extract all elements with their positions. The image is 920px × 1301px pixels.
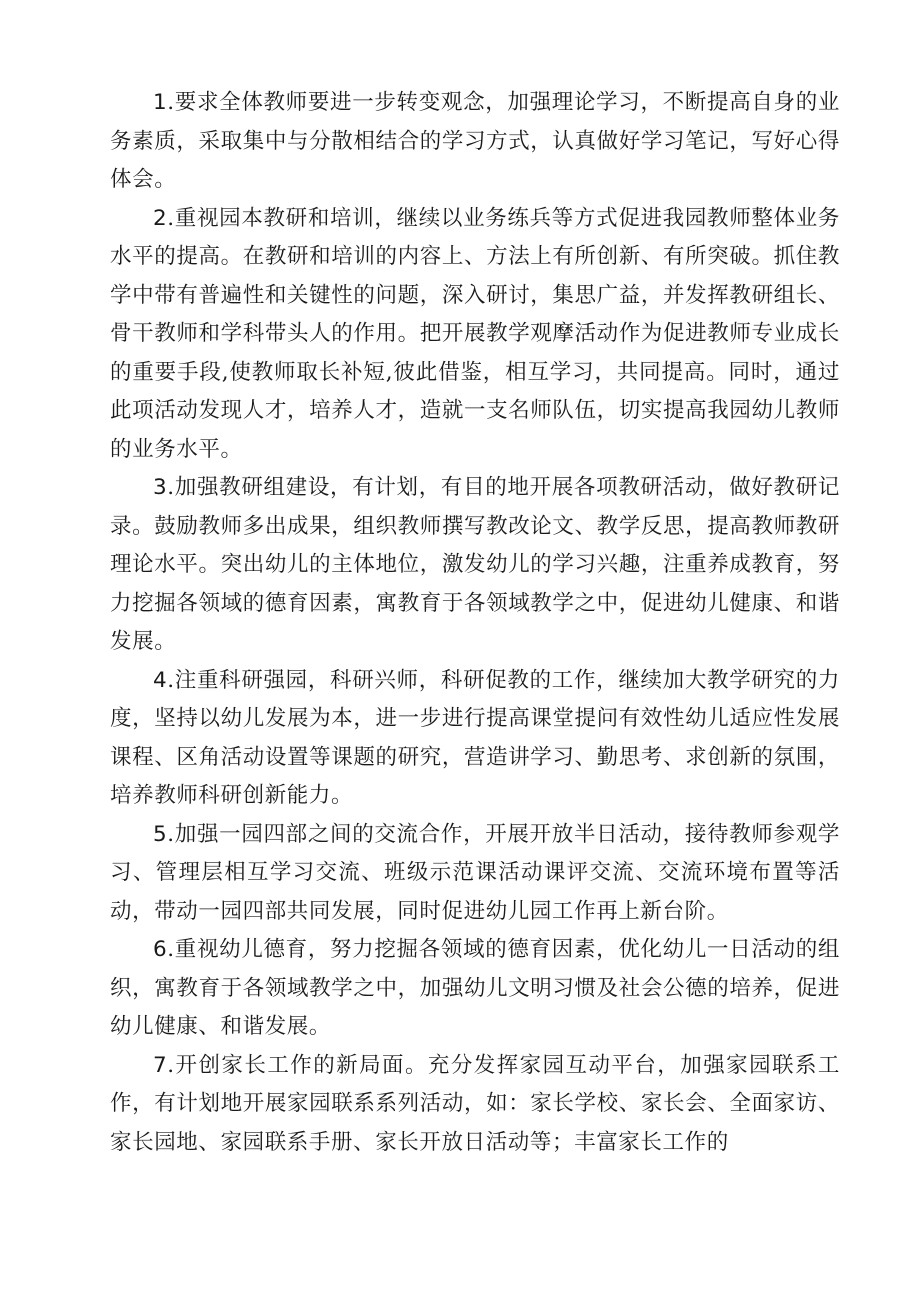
paragraph-6 (110, 931, 840, 1047)
paragraph-number: 2 (153, 205, 168, 231)
paragraph-text: .加强一园四部之间的交流合作，开展开放半日活动，接待教师参观学习、管理层相互学习交流、班级示范课活动课评交流、交流环境布置等活动，带动一园四部共同发展，同时促进幼儿园工作再上新台阶。 (110, 821, 840, 924)
paragraph-text: .重视幼儿德育，努力挖掘各领域的德育因素，优化幼儿一日活动的组织，寓教育于各领域教学之中，加强幼儿文明习惯及社会公德的培养，促进幼儿健康、和谐发展。 (110, 937, 840, 1039)
paragraph-1 (110, 84, 840, 200)
paragraph-3 (110, 469, 840, 662)
paragraph-text: .要求全体教师要进一步转变观念，加强理论学习，不断提高自身的业务素质，采取集中与分散相结合的学习方式，认真做好学习笔记，写好心得体会。 (110, 90, 840, 192)
paragraph-7 (110, 1047, 840, 1163)
paragraph-2 (110, 200, 840, 470)
paragraph-number: 5 (153, 821, 168, 847)
paragraph-number: 7 (153, 1052, 168, 1078)
paragraph-number: 3 (153, 475, 168, 500)
paragraph-text: .加强教研组建设，有计划，有目的地开展各项教研活动，做好教研记录。鼓励教师多出成果，组织教师撰写教改论文、教学反思，提高教师教研理论水平。突出幼儿的主体地位，激发幼儿的学习兴趣，注重养成教育，努力挖掘各领域的德育因素，寓教育于各领域教学之中，促进幼儿健康、和谐发展。 (110, 475, 840, 654)
paragraph-number: 4 (153, 667, 168, 693)
paragraph-5 (110, 816, 840, 932)
paragraph-number: 6 (153, 937, 168, 962)
document-body (110, 84, 840, 1162)
paragraph-text: .重视园本教研和培训，继续以业务练兵等方式促进我园教师整体业务水平的提高。在教研和培训的内容上、方法上有所创新、有所突破。抓住教学中带有普遍性和关键性的问题，深入研讨，集思广益，并发挥教研组长、骨干教师和学科带头人的作用。把开展教学观摩活动作为促进教师专业成长的重要手段,使教师取长补短,彼此借鉴，相互学习，共同提高。同时，通过此项活动发现人才，培养人才，造就一支名师队伍，切实提高我园幼儿教师的业务水平。 (110, 205, 840, 462)
paragraph-text: .开创家长工作的新局面。充分发挥家园互动平台，加强家园联系工作，有计划地开展家园联系系列活动，如：家长学校、家长会、全面家访、家长园地、家园联系手册、家长开放日活动等；丰富家长工作的 (110, 1052, 840, 1155)
paragraph-text: .注重科研强园，科研兴师，科研促教的工作，继续加大教学研究的力度，坚持以幼儿发展为本，进一步进行提高课堂提问有效性幼儿适应性发展课程、区角活动设置等课题的研究，营造讲学习、勤思考、求创新的氛围，培养教师科研创新能力。 (110, 667, 840, 808)
paragraph-4 (110, 662, 840, 816)
paragraph-number: 1 (153, 90, 168, 115)
